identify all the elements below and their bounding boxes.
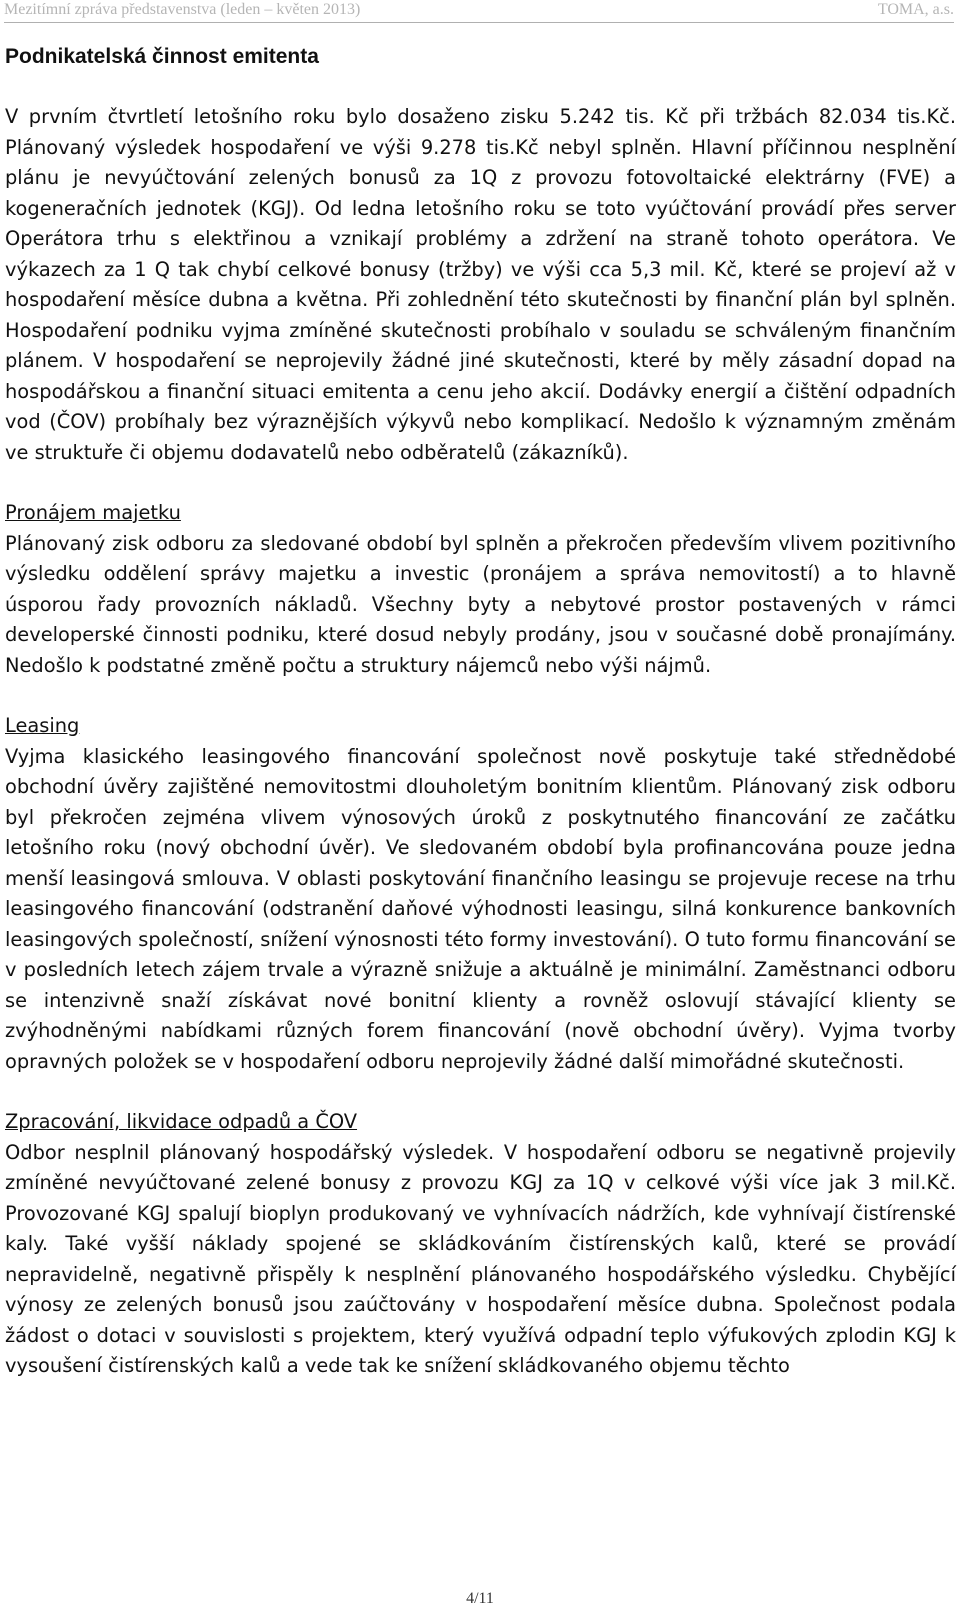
subsection-title-pronajem: Pronájem majetku [5,501,181,524]
section-heading: Podnikatelská činnost emitenta [5,45,319,68]
document-body [5,42,956,1382]
header-company-name: TOMA, a.s. [877,1,954,18]
subsection-text-pronajem: Plánovaný zisk odboru za sledované období byl splněn a překročen především vlivem pozitivního výsledku oddělení správy majetku a investic (pronájem a správa nemovitostí) a to hlavně úsporou řady provozních nákladů. Všechny byty a nebytové prostor postavených v rámci developerské činnosti podniku, které dosud nebyly prodány, jsou v současné době pronajímány. Nedošlo k podstatné změně počtu a struktury nájemců nebo výši nájmů. [5,531,956,677]
subsection-title-odpady: Zpracování, likvidace odpadů a ČOV [5,1110,358,1133]
page-header [4,0,954,23]
subsection-text-leasing: Vyjma klasického leasingového financování společnost nově poskytuje také střednědobé obchodní úvěry zajištěné nemovitostmi dlouholetým bonitním klientům. Plánovaný zisk odboru byl překročen zejména vlivem výnosových úroků z poskytnutého financování ze začátku letošního roku (nový obchodní úvěr). Ve sledovaném období byla profinancována pouze jedna menší leasingová smlouva. V oblasti poskytování finančního leasingu se projevuje recese na trhu leasingového financování (odstranění daňové výhodnosti leasingu, silná konkurence bankovních leasingových společností, snížení výnosnosti této formy investování). O tuto formu financování se v posledních letech zájem trvale a výrazně snižuje a aktuálně je minimální. Zaměstnanci odboru se intenzivně snaží získávat nové bonitní klienty a rovněž oslovují stávající klienty se zvýhodněnými nabídkami různých forem financování (nově obchodní úvěry). Vyjma tvorby opravných položek se v hospodaření odboru neprojevily žádné další mimořádné skutečnosti. [5,744,956,1073]
subsection-title-leasing: Leasing [5,714,80,737]
header-report-title: Mezitímní zpráva představenstva (leden – květen 2013) [4,1,361,18]
intro-paragraph: V prvním čtvrtletí letošního roku bylo dosaženo zisku 5.242 tis. Kč při tržbách 82.034 tis.Kč. Plánovaný výsledek hospodaření ve výši 9.278 tis.Kč nebyl splněn. Hlavní příčinnou nesplnění plánu je nevyúčtování zelených bonusů za 1Q z provozu fotovoltaické elektrárny (FVE) a kogeneračních jednotek (KGJ). Od ledna letošního roku se toto vyúčtování provádí přes server Operátora trhu s elektřinou a vznikají problémy a zdržení na straně tohoto operátora. Ve výkazech za 1 Q tak chybí celkové bonusy (tržby) ve výši cca 5,3 mil. Kč, které se projeví až v hospodaření měsíce dubna a května. Při zohlednění této skutečnosti by finanční plán byl splněn. Hospodaření podniku vyjma zmíněné skutečnosti probíhalo v souladu se schváleným finančním plánem. V hospodaření se neprojevily žádné jiné skutečnosti, které by měly zásadní dopad na hospodářskou a finanční situaci emitenta a cenu jeho akcií. Dodávky energií a čištění odpadních vod (ČOV) probíhaly bez výraznějších výkyvů nebo komplikací. Nedošlo k významným změnám ve struktuře či objemu dodavatelů nebo odběratelů (zákazníků). [5,105,956,464]
page-number: 4/11 [466,1590,494,1607]
subsection-text-odpady: Odbor nesplnil plánovaný hospodářský výsledek. V hospodaření odboru se negativně projevily zmíněné nevyúčtované zelené bonusy z provozu KGJ za 1Q v celkové výši více jak 3 mil.Kč. Provozované KGJ spalují bioplyn produkovaný ve vyhnívacích nádržích, kde vyhnívají čistírenské kaly. Také vyšší náklady spojené se skládkováním čistírenských kalů, které se provádí nepravidelně, negativně přispěly k nesplnění plánovaného hospodářského výsledku. Chybějící výnosy ze zelených bonusů jsou zaúčtovány v hospodaření měsíce dubna. Společnost podala žádost o dotaci v souvislosti s projektem, který využívá odpadní teplo výfukových zplodin KGJ k vysoušení čistírenských kalů a vede tak ke snížení skládkovaného objemu těchto [5,1140,956,1377]
